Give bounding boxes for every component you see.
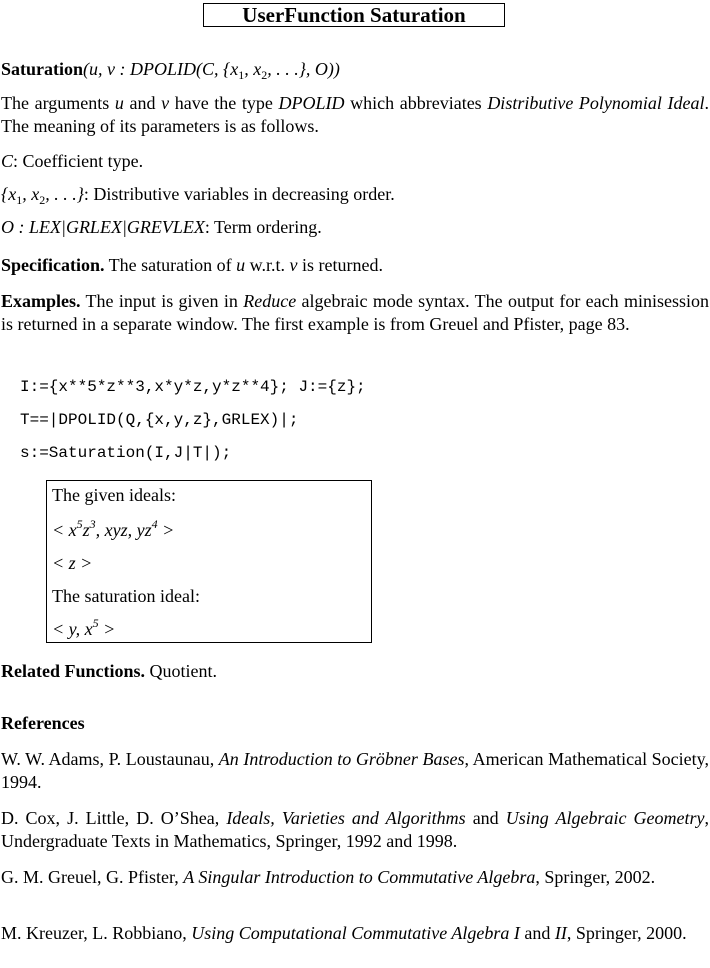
intro-paragraph: The arguments u and v have the type DPOLID which abbreviates Distributive Polynomial Ideal. The meaning of its parameters is as follows. [1,93,710,136]
specification-label: Specification. [1,255,105,275]
reference-4: M. Kreuzer, L. Robbiano, Using Computational Commutative Algebra I and II, Springer, 2000. [1,923,687,943]
specification-paragraph: Specification. The saturation of u w.r.t. v is returned. [1,255,383,275]
ideal-one: < $x^5z^3$, xyz, $yz^4$ > [52,517,175,540]
function-name: Saturation [1,59,84,79]
page-title: UserFunction Saturation [203,3,505,27]
code-line-3: s:=Saturation(I,J|T|); [20,444,232,462]
given-ideals-label: The given ideals: [52,485,176,505]
ideal-two: < z > [52,553,93,573]
param-ordering: O : LEX|GRLEX|GREVLEX: Term ordering. [1,217,322,237]
output-window [46,480,372,643]
function-signature: Saturation(u, v : DPOLID(C, {$x_1$, $x_2$, . . .}, O)) [1,59,340,82]
saturation-ideal-label: The saturation ideal: [52,586,200,606]
saturation-result: < y, $x^5$ > [52,616,116,639]
reference-2: D. Cox, J. Little, D. O’Shea, Ideals, Varieties and Algorithms and Using Algebraic Geometry, Undergraduate Texts in Mathematics, Springer, 1992 and 1998. [1,808,709,851]
code-line-2: T==|DPOLID(Q,{x,y,z},GRLEX)|; [20,411,299,429]
related-functions: Related Functions. Quotient. [1,661,217,681]
param-coefficient: C: Coefficient type. [1,151,144,171]
references-heading: References [1,713,85,733]
examples-paragraph: Examples. The input is given in Reduce algebraic mode syntax. The output for each minisession is returned in a separate window. The first example is from Greuel and Pfister, page 83. [1,291,709,334]
examples-label: Examples. [1,291,81,311]
code-line-1: I:={x**5*z**3,x*y*z,y*z**4}; J:={z}; [20,378,366,396]
reference-3: G. M. Greuel, G. Pfister, A Singular Introduction to Commutative Algebra, Springer, 2002. [1,867,656,887]
related-label: Related Functions. [1,661,145,681]
param-variables: {$x_1$, $x_2$, . . .}: Distributive variables in decreasing order. [1,184,395,207]
reference-1: W. W. Adams, P. Loustaunau, An Introduction to Gröbner Bases, American Mathematical Society, 1994. [1,749,709,792]
